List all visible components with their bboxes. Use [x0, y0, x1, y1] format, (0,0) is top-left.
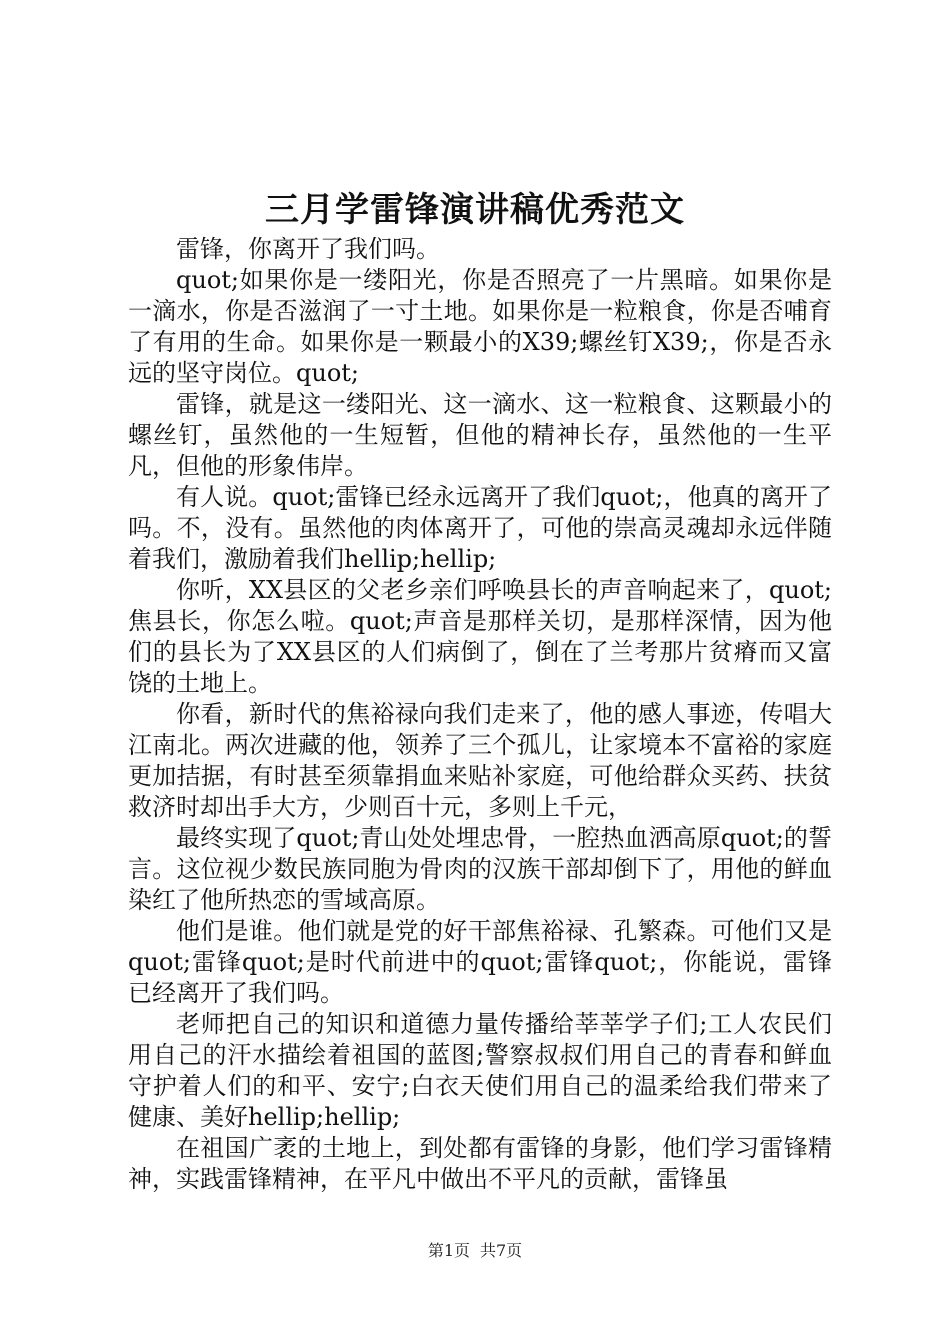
paragraph: 在祖国广袤的土地上，到处都有雷锋的身影，他们学习雷锋精神，实践雷锋精神，在平凡中做出不平凡的贡献，雷锋虽	[128, 1134, 832, 1193]
paragraph: 雷锋，你离开了我们吗。	[176, 235, 440, 263]
page-number: 第1页	[427, 1241, 470, 1260]
paragraph: 他们是谁。他们就是党的好干部焦裕禄、孔繁森。可他们又是quot;雷锋quot;是时代前进中的quot;雷锋quot;，你能说，雷锋已经离开了我们吗。	[128, 917, 832, 1007]
paragraph: 雷锋，就是这一缕阳光、这一滴水、这一粒粮食、这颗最小的螺丝钉，虽然他的一生短暂，但他的精神长存，虽然他的一生平凡，但他的形象伟岸。	[128, 390, 832, 480]
page-footer	[0, 1240, 950, 1262]
paragraph: 老师把自己的知识和道德力量传播给莘莘学子们;工人农民们用自己的汗水描绘着祖国的蓝图;警察叔叔们用自己的青春和鲜血守护着人们的和平、安宁;白衣天使们用自己的温柔给我们带来了健康、美好hellip;hellip;	[128, 1010, 832, 1131]
document-body	[128, 234, 832, 1195]
page-total: 共7页	[480, 1241, 523, 1260]
paragraph: 你看，新时代的焦裕禄向我们走来了，他的感人事迹，传唱大江南北。两次进藏的他，领养了三个孤儿，让家境本不富裕的家庭更加拮据，有时甚至须靠捐血来贴补家庭，可他给群众买药、扶贫救济时却出手大方，少则百十元，多则上千元，	[128, 700, 832, 821]
document-title: 三月学雷锋演讲稿优秀范文	[265, 190, 685, 230]
paragraph: 你听，XX县区的父老乡亲们呼唤县长的声音响起来了，quot;焦县长，你怎么啦。quot;声音是那样关切，是那样深情，因为他们的县长为了XX县区的人们病倒了，倒在了兰考那片贫瘠而又富饶的土地上。	[128, 576, 832, 697]
paragraph: 有人说。quot;雷锋已经永远离开了我们quot;，他真的离开了吗。不，没有。虽然他的肉体离开了，可他的崇高灵魂却永远伴随着我们，激励着我们hellip;hellip;	[128, 483, 832, 573]
paragraph: 最终实现了quot;青山处处埋忠骨，一腔热血洒高原quot;的誓言。这位视少数民族同胞为骨肉的汉族干部却倒下了，用他的鲜血染红了他所热恋的雪域高原。	[128, 824, 832, 914]
paragraph: quot;如果你是一缕阳光，你是否照亮了一片黑暗。如果你是一滴水，你是否滋润了一寸土地。如果你是一粒粮食，你是否哺育了有用的生命。如果你是一颗最小的X39;螺丝钉X39;，你是否永远的坚守岗位。quot;	[128, 266, 832, 387]
